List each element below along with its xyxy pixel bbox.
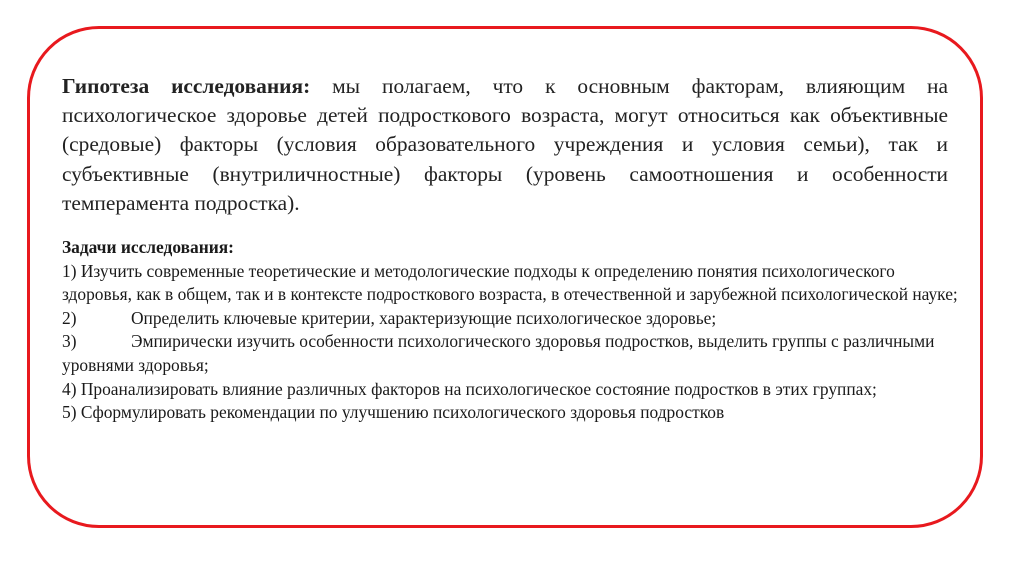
- task-text: Сформулировать рекомендации по улучшению психологического здоровья подростков: [76, 402, 725, 423]
- task-number: 5): [62, 402, 77, 423]
- task-number: 1): [62, 260, 77, 281]
- task-item-1: [62, 260, 962, 307]
- task-text: Изучить современные теоретические и методологические подходы к определению понятия психологического здоровья, как в общем, так и в контексте подросткового возраста, в отечественной и зарубежной психологической науке;: [62, 260, 958, 305]
- task-number: 4): [62, 378, 77, 399]
- task-item-4: [62, 378, 962, 402]
- task-item-3: [62, 330, 962, 377]
- tasks-section: [62, 236, 962, 425]
- tasks-title: Задачи исследования:: [62, 237, 234, 257]
- hypothesis-text: мы полагаем, что к основным факторам, влияющим на психологическое здоровье детей подросткового возраста, могут относиться как объективные (средовые) факторы (условия образовательного учреждения и условия семьи), так и субъективные (внутриличностные) факторы (уровень самоотношения и особенности темперамента подростка).: [62, 74, 948, 215]
- task-text: Проанализировать влияние различных факторов на психологическое состояние подростков в этих группах;: [76, 378, 877, 399]
- task-text: Эмпирически изучить особенности психологического здоровья подростков, выделить группы с различными уровнями здоровья;: [62, 331, 935, 375]
- task-text: Определить ключевые критерии, характеризующие психологическое здоровье;: [131, 307, 717, 328]
- task-number: 3): [62, 331, 77, 352]
- hypothesis-paragraph: [62, 72, 948, 218]
- hypothesis-lead: Гипотеза исследования:: [62, 74, 311, 98]
- task-item-5: [62, 401, 962, 425]
- task-number: 2): [62, 307, 77, 328]
- task-item-2: [62, 307, 962, 331]
